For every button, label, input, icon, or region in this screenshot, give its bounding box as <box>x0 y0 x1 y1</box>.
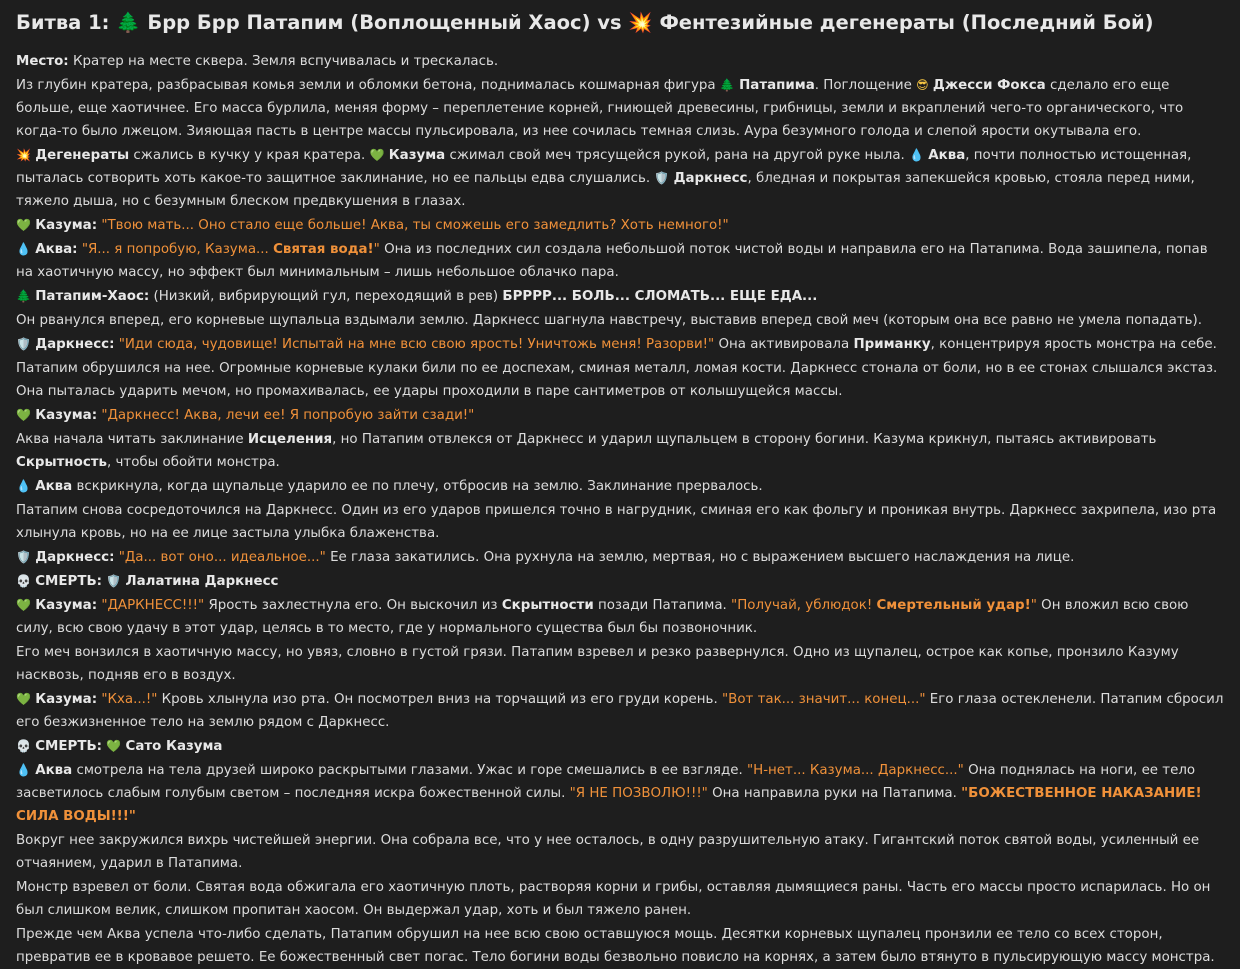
green-heart-icon: 💚 <box>106 739 122 753</box>
droplet-icon: 💧 <box>16 242 31 256</box>
line-darkness-2: 🛡️ Даркнесс: "Да... вот оно... идеальное..." Ее глаза закатились. Она рухнула на землю, мертвая, но с выражением высшего наслаждения на лице. <box>16 550 1075 565</box>
paragraph-aqua-rage: 💧 Аква смотрела на тела друзей широко раскрытыми глазами. Ужас и горе смешались в ее взгляде. "Н-нет... Казума... Даркнесс..." Она поднялась на ноги, ее тело засветилось слабым голубым светом – последняя искра божественной силы. "Я НЕ ПОЗВОЛЮ!!!" Она направила руки на Патапима. "БОЖЕСТВЕННОЕ НАКАЗАНИЕ! СИЛА ВОДЫ!!!" <box>16 763 1202 824</box>
line-kazuma-4: 💚 Казума: "Кха...!" Кровь хлынула изо рта. Он посмотрел вниз на торчащий из его груди корень. "Вот так... значит... конец..." Его глаза остекленели. Патапим сбросил его безжизненное тело на землю рядом с Даркнесс. <box>16 692 1224 730</box>
battle-title: Битва 1: 🌲 Брр Брр Патапим (Воплощенный Хаос) vs 💥 Фентезийные дегенераты (Последний Бой) <box>16 11 1154 34</box>
paragraph-degenerates: 💥 Дегенераты сжались в кучку у края кратера. 💚 Казума сжимал свой меч трясущейся рукой, рана на другой руке ныла. 💧 Аква, почти полностью истощенная, пыталась сотворить хоть какое-то защитное заклинание, но ее пальцы едва слушались. 🛡️ Даркнесс, бледная и покрытая запекшейся кровью, стояла перед ними, тяжело дыша, но с безумным блеском предвкушения в глазах. <box>16 148 1195 209</box>
green-heart-icon: 💚 <box>369 148 385 162</box>
line-darkness-1: 🛡️ Даркнесс: "Иди сюда, чудовище! Испытай на мне всю свою ярость! Уничтожь меня! Разорви!" Она активировала Приманку, концентрируя ярость монстра на себе. <box>16 337 1217 352</box>
line-kazuma-3: 💚 Казума: "ДАРКНЕСС!!!" Ярость захлестнула его. Он выскочил из Скрытности позади Патапима. "Получай, ублюдок! Смертельный удар!" Он вложил всю свою силу, всю свою удачу в этот удар, целясь в то место, где у нормального существа был бы позвоночник. <box>16 598 1189 636</box>
sunglasses-face-icon: 😎 <box>916 78 929 92</box>
paragraph-beating: Патапим обрушился на нее. Огромные корневые кулаки били по ее доспехам, сминая металл, ломая кости. Даркнесс стонала от боли, но в ее стонах слышался экстаз. Она пыталась ударить мечом, но промахивалась, ее удары проходили в паре сантиметров от колышущейся массы. <box>16 361 1218 399</box>
shield-icon: 🛡️ <box>106 574 122 588</box>
tree-icon: 🌲 <box>719 78 735 92</box>
explosion-icon: 💥 <box>16 148 31 162</box>
line-aqua-1: 💧 Аква: "Я... я попробую, Казума... Святая вода!" Она из последних сил создала небольшой поток чистой воды и направила его на Патапима. Вода зашипела, попав на хаотичную массу, но эффект был минимальным – лишь небольшое облачко пара. <box>16 242 1208 280</box>
death-darkness: 💀 СМЕРТЬ: 🛡️ Лалатина Даркнесс <box>16 574 279 589</box>
paragraph-holy-water: Вокруг нее закружился вихрь чистейшей энергии. Она собрала все, что у нее осталось, в одну разрушительную атаку. Гигантский поток святой воды, усиленный ее отчаянием, ударил в Патапима. <box>16 833 1200 871</box>
paragraph-charge: Он рванулся вперед, его корневые щупальца вздымали землю. Даркнесс шагнула навстречу, выставив вперед свой меч (которым она все равно не умела попадать). <box>16 313 1203 328</box>
paragraph-kazuma-pierced: Его меч вонзился в хаотичную массу, но увяз, словно в густой грязи. Патапим взревел и резко развернулся. Одно из щупалец, острое как копье, пронзило Казуму насквозь, подняв его в воздух. <box>16 645 1179 683</box>
paragraph-darkness-pierced: Патапим снова сосредоточился на Даркнесс. Один из его ударов пришелся точно в нагрудник, сминая его как фольгу и проникая внутрь. Даркнесс захрипела, изо рта хлынула кровь, но на ее лице застыла улыбка блаженства. <box>16 503 1217 541</box>
shield-icon: 🛡️ <box>16 550 31 564</box>
green-heart-icon: 💚 <box>16 408 31 422</box>
green-heart-icon: 💚 <box>16 692 31 706</box>
green-heart-icon: 💚 <box>16 218 31 232</box>
droplet-icon: 💧 <box>16 763 31 777</box>
shield-icon: 🛡️ <box>16 337 31 351</box>
shield-icon: 🛡️ <box>654 171 670 185</box>
paragraph-intro: Из глубин кратера, разбрасывая комья земли и обломки бетона, поднималась кошмарная фигура 🌲 Патапима. Поглощение 😎 Джесси Фокса сделало его еще больше, еще хаотичнее. Его масса бурлила, меняя форму – переплетение корней, гниющей древесины, грибницы, земли и вкраплений чего-то органического, что когда-то было лжецом. Зияющая пасть в центре массы пульсировала, из нее сочилась темная слизь. Аура безумного голода и слепой ярости окутывала его. <box>16 78 1184 139</box>
green-heart-icon: 💚 <box>16 598 31 612</box>
paragraph-location: Место: Кратер на месте сквера. Земля вспучивалась и трескалась. <box>16 54 499 69</box>
paragraph-healing: Аква начала читать заклинание Исцеления, но Патапим отвлекся от Даркнесс и ударил щупальцем в сторону богини. Казума крикнул, пытаясь активировать Скрытность, чтобы обойти монстра. <box>16 432 1157 470</box>
paragraph-monster-wounded: Монстр взревел от боли. Святая вода обжигала его хаотичную плоть, растворяя корни и грибы, оставляя дымящиеся раны. Часть его массы просто испарилась. Но он был слишком велик, слишком пропитан хаосом. Он выдержал удар, хоть и был тяжело ранен. <box>16 880 1211 918</box>
tree-icon: 🌲 <box>16 289 31 303</box>
skull-icon: 💀 <box>16 739 31 753</box>
death-kazuma: 💀 СМЕРТЬ: 💚 Сато Казума <box>16 739 223 754</box>
droplet-icon: 💧 <box>16 479 31 493</box>
location-label: Место: <box>16 54 69 69</box>
paragraph-aqua-death: Прежде чем Аква успела что-либо сделать, Патапим обрушил на нее всю свою оставшуюся мощь. Десятки корневых щупалец пронзили ее тело со всех сторон, превратив ее в кровавое решето. Ее божественный свет погас. Тело богини воды безвольно повисло на корнях, а затем было втянуто в пульсирующую массу монстра. <box>16 927 1215 965</box>
paragraph-aqua-hit: 💧 Аква вскрикнула, когда щупальце ударило ее по плечу, отбросив на землю. Заклинание прервалось. <box>16 479 763 494</box>
line-kazuma-2: 💚 Казума: "Даркнесс! Аква, лечи ее! Я попробую зайти сзади!" <box>16 408 475 423</box>
skull-icon: 💀 <box>16 574 31 588</box>
line-kazuma-1: 💚 Казума: "Твою мать... Оно стало еще больше! Аква, ты сможешь его замедлить? Хоть немного!" <box>16 218 729 233</box>
line-patapim-1: 🌲 Патапим-Хаос: (Низкий, вибрирующий гул, переходящий в рев) БРРРР... БОЛЬ... СЛОМАТЬ... ЕЩЕ ЕДА... <box>16 289 818 304</box>
droplet-icon: 💧 <box>909 148 925 162</box>
